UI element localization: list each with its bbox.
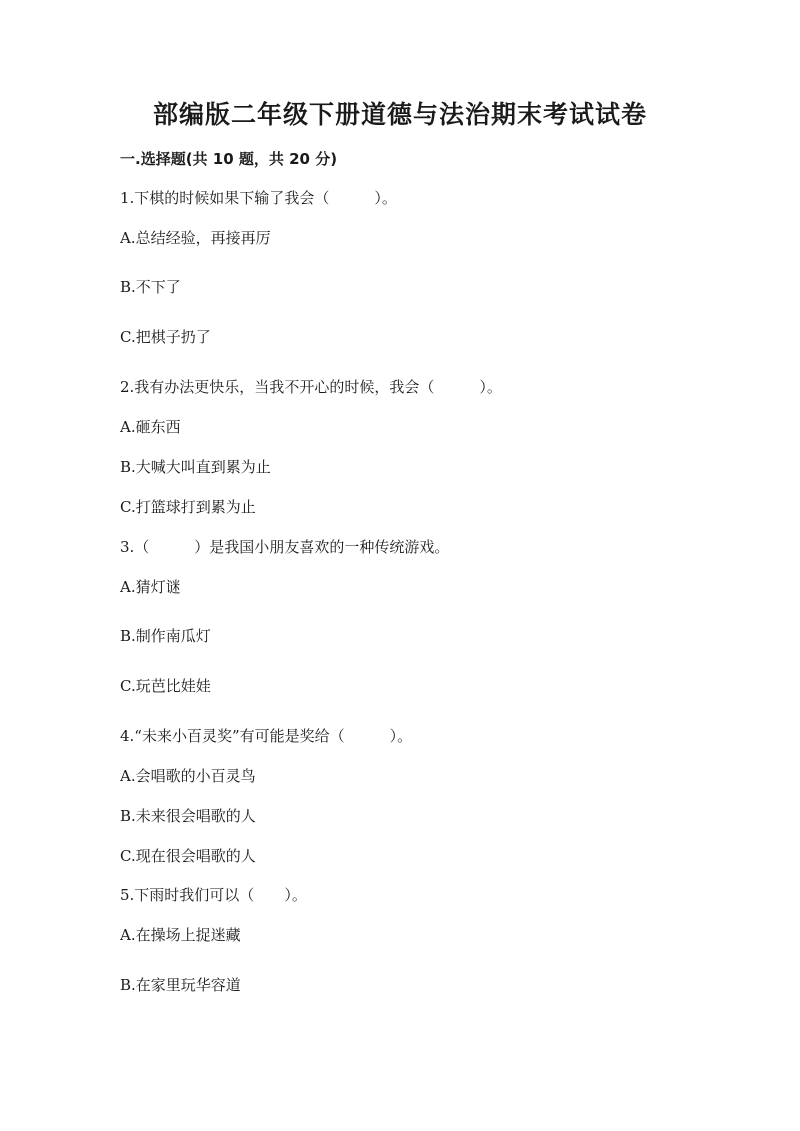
question-3-option-a: A.猜灯谜	[120, 578, 181, 596]
question-1-option-c: C.把棋子扔了	[120, 328, 211, 346]
question-2-stem: 2.我有办法更快乐，当我不开心的时候，我会（ ）。	[120, 378, 502, 396]
question-2-option-c: C.打篮球打到累为止	[120, 498, 256, 516]
question-4-option-a: A.会唱歌的小百灵鸟	[120, 767, 256, 785]
question-1-option-a: A.总结经验，再接再厉	[120, 229, 271, 247]
question-5-stem: 5.下雨时我们可以（ ）。	[120, 886, 307, 904]
question-4-stem: 4.“未来小百灵奖”有可能是奖给（ ）。	[120, 727, 413, 745]
question-3-stem: 3.（ ）是我国小朋友喜欢的一种传统游戏。	[120, 538, 450, 556]
question-3-option-b: B.制作南瓜灯	[120, 627, 211, 645]
question-1-option-b: B.不下了	[120, 278, 181, 296]
question-2-option-a: A.砸东西	[120, 418, 181, 436]
question-4-option-c: C.现在很会唱歌的人	[120, 847, 256, 865]
question-3-option-c: C.玩芭比娃娃	[120, 677, 211, 695]
question-4-option-b: B.未来很会唱歌的人	[120, 807, 256, 825]
page-title: 部编版二年级下册道德与法治期末考试试卷	[152, 100, 647, 129]
question-2-option-b: B.大喊大叫直到累为止	[120, 458, 271, 476]
question-1-stem: 1.下棋的时候如果下输了我会（ ）。	[120, 189, 397, 207]
question-5-option-b: B.在家里玩华容道	[120, 976, 241, 994]
section-heading: 一.选择题(共 10 题，共 20 分)	[120, 150, 338, 168]
question-5-option-a: A.在操场上捉迷藏	[120, 926, 241, 944]
